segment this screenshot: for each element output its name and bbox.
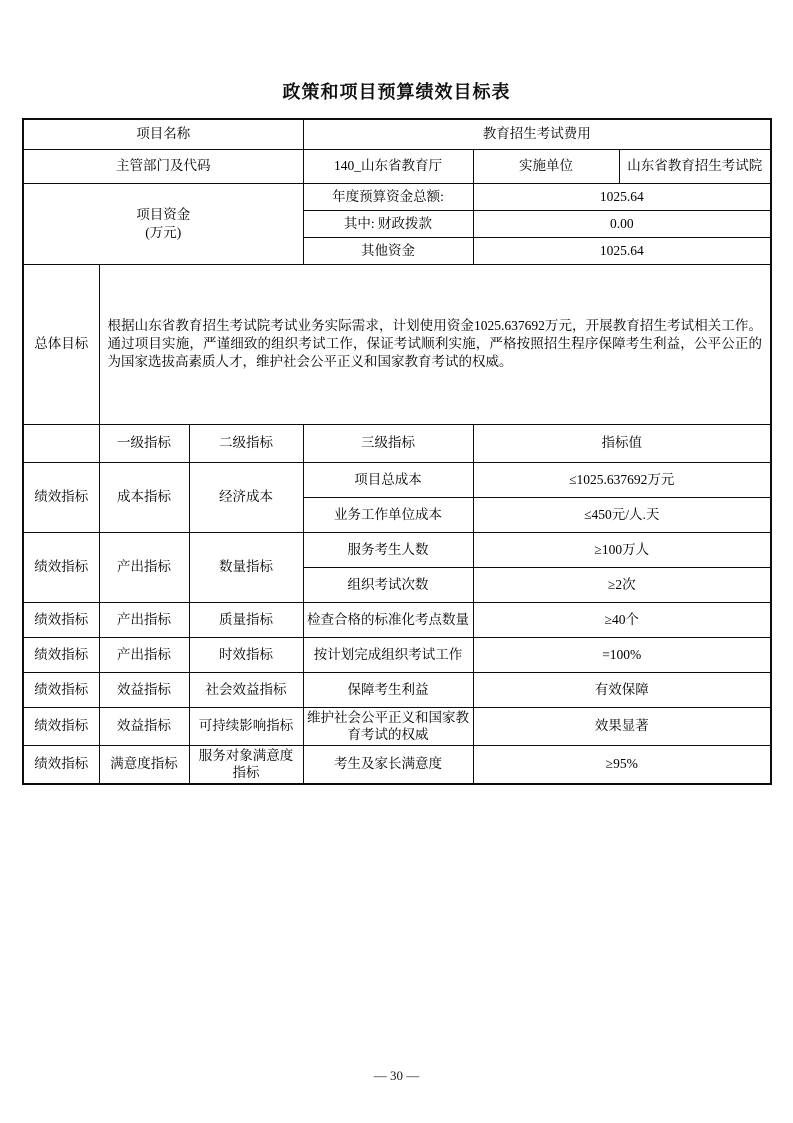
row-indicator-sustainable-impact xyxy=(23,707,771,745)
service-satisfaction-text: 服务对象满意度指标 xyxy=(198,747,294,781)
cell-project-name-label: 项目名称 xyxy=(23,119,303,149)
cell-level3-candidate-parent-satisfaction: 考生及家长满意度 xyxy=(303,745,473,784)
row-indicator-satisfaction xyxy=(23,745,771,784)
cell-funds-other-value: 1025.64 xyxy=(473,237,771,264)
cell-indicator-header-level3: 三级指标 xyxy=(303,424,473,462)
cell-level3-unit-cost: 业务工作单位成本 xyxy=(303,497,473,532)
cell-indicator-header-level1: 一级指标 xyxy=(99,424,189,462)
funds-label-line1: 项目资金 xyxy=(136,206,191,222)
cell-department-label: 主管部门及代码 xyxy=(23,149,303,183)
cell-department-code: 140_山东省教育厅 xyxy=(303,149,473,183)
cell-level2-sustainable: 可持续影响指标 xyxy=(189,707,303,745)
cell-value-total-cost: ≤1025.637692万元 xyxy=(473,462,771,497)
cell-category-quality: 绩效指标 xyxy=(23,602,99,637)
funds-label-line2: (万元) xyxy=(145,224,182,240)
cell-level3-fairness-authority: 维护社会公平正义和国家教育考试的权威 xyxy=(303,707,473,745)
cell-funds-total-value: 1025.64 xyxy=(473,183,771,210)
row-overall-goal xyxy=(23,264,771,424)
cell-level3-exam-sessions: 组织考试次数 xyxy=(303,567,473,602)
cell-level3-qualified-sites: 检查合格的标准化考点数量 xyxy=(303,602,473,637)
cell-value-protect-candidates: 有效保障 xyxy=(473,672,771,707)
cell-level1-output-quality: 产出指标 xyxy=(99,602,189,637)
cell-level2-service-satisfaction xyxy=(189,745,303,784)
cell-category-cost: 绩效指标 xyxy=(23,462,99,532)
cell-level3-on-schedule: 按计划完成组织考试工作 xyxy=(303,637,473,672)
row-funds-total xyxy=(23,183,771,210)
cell-category-satisfaction: 绩效指标 xyxy=(23,745,99,784)
cell-category-quantity: 绩效指标 xyxy=(23,532,99,602)
cell-level2-quality: 质量指标 xyxy=(189,602,303,637)
row-indicator-cost-1 xyxy=(23,462,771,497)
cell-level2-social-benefit: 社会效益指标 xyxy=(189,672,303,707)
cell-overall-goal-label: 总体目标 xyxy=(23,264,99,424)
cell-level2-economic-cost: 经济成本 xyxy=(189,462,303,532)
cell-funds-fiscal-label: 其中: 财政拨款 xyxy=(303,210,473,237)
row-indicator-header xyxy=(23,424,771,462)
cell-level3-candidates-served: 服务考生人数 xyxy=(303,532,473,567)
cell-level3-total-cost: 项目总成本 xyxy=(303,462,473,497)
cell-impl-unit-value: 山东省教育招生考试院 xyxy=(619,149,771,183)
cell-indicator-header-value: 指标值 xyxy=(473,424,771,462)
cell-category-social-benefit: 绩效指标 xyxy=(23,672,99,707)
cell-funds-other-label: 其他资金 xyxy=(303,237,473,264)
cell-level1-satisfaction: 满意度指标 xyxy=(99,745,189,784)
cell-level2-quantity: 数量指标 xyxy=(189,532,303,602)
budget-target-table xyxy=(22,118,772,785)
cell-level1-benefit-social: 效益指标 xyxy=(99,672,189,707)
cell-value-on-schedule: =100% xyxy=(473,637,771,672)
row-indicator-quality xyxy=(23,602,771,637)
cell-indicator-header-level2: 二级指标 xyxy=(189,424,303,462)
row-department xyxy=(23,149,771,183)
cell-value-candidates-served: ≥100万人 xyxy=(473,532,771,567)
overall-goal-text: 根据山东省教育招生考试院考试业务实际需求，计划使用资金1025.637692万元，开展教育招生考试相关工作。通过项目实施，严谨细致的组织考试工作，保证考试顺利实施，严格按照招生程序保障考生利益，公平公正的为国家选拔高素质人才，维护社会公平正义和国家教育考试的权威。 xyxy=(107,318,762,369)
cell-level1-cost: 成本指标 xyxy=(99,462,189,532)
cell-funds-label xyxy=(23,183,303,264)
cell-level1-output-timeliness: 产出指标 xyxy=(99,637,189,672)
cell-project-name-value: 教育招生考试费用 xyxy=(303,119,771,149)
cell-level1-benefit-sustainable: 效益指标 xyxy=(99,707,189,745)
row-indicator-timeliness xyxy=(23,637,771,672)
cell-funds-total-label: 年度预算资金总额: xyxy=(303,183,473,210)
cell-funds-fiscal-value: 0.00 xyxy=(473,210,771,237)
row-indicator-social-benefit xyxy=(23,672,771,707)
document-title: 政策和项目预算绩效目标表 xyxy=(282,82,511,102)
cell-value-qualified-sites: ≥40个 xyxy=(473,602,771,637)
cell-value-exam-sessions: ≥2次 xyxy=(473,567,771,602)
cell-category-timeliness: 绩效指标 xyxy=(23,637,99,672)
cell-impl-unit-label: 实施单位 xyxy=(473,149,619,183)
cell-level3-protect-candidates: 保障考生利益 xyxy=(303,672,473,707)
row-indicator-quantity-1 xyxy=(23,532,771,567)
cell-value-unit-cost: ≤450元/人.天 xyxy=(473,497,771,532)
cell-level2-timeliness: 时效指标 xyxy=(189,637,303,672)
cell-value-fairness-authority: 效果显著 xyxy=(473,707,771,745)
cell-value-candidate-parent-satisfaction: ≥95% xyxy=(473,745,771,784)
cell-category-sustainable: 绩效指标 xyxy=(23,707,99,745)
cell-indicator-header-empty xyxy=(23,424,99,462)
row-project-name xyxy=(23,119,771,149)
cell-overall-goal-text xyxy=(99,264,771,424)
cell-level1-output-quantity: 产出指标 xyxy=(99,532,189,602)
footer-page-number: — 30 — xyxy=(373,1068,420,1083)
